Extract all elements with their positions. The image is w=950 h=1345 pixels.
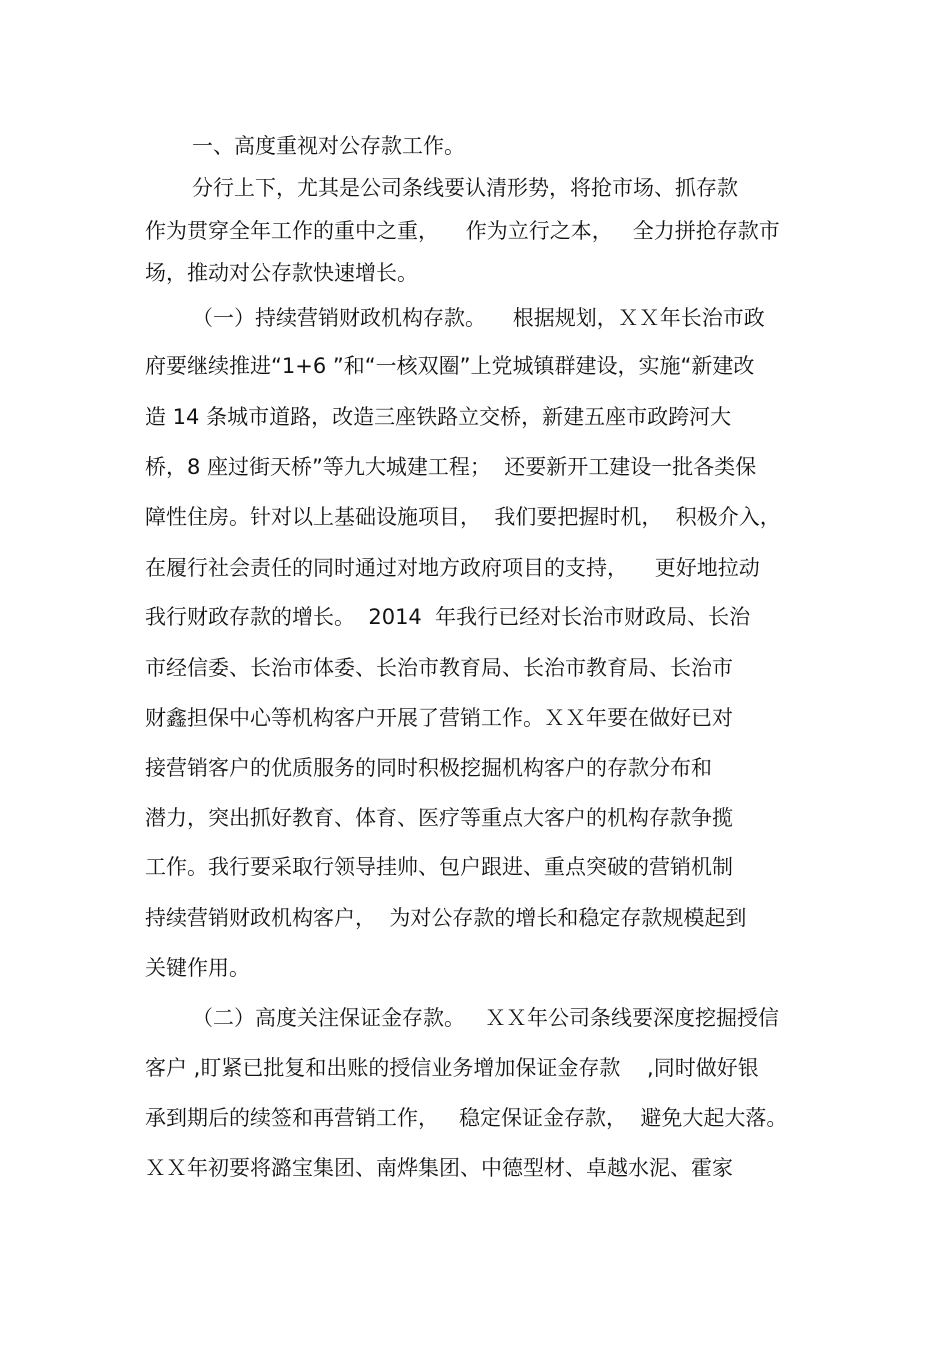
paragraph-line-9: 障性住房。针对以上基础设施项目， 我们要把握时机， 积极介入， [145, 505, 781, 529]
paragraph-line-17: 持续营销财政机构客户， 为对公存款的增长和稳定存款规模起到 [145, 906, 747, 930]
paragraph-line-12: 市经信委、长治市体委、长治市教育局、长治市教育局、长治市 [145, 656, 733, 680]
paragraph-line-20: 客户 ,盯紧已批复和出账的授信业务增加保证金存款 ,同时做好银 [145, 1056, 759, 1080]
paragraph-line-6: 府要继续推进“1+6 ”和“一核双圈”上党城镇群建设，实施“新建改 [145, 354, 755, 378]
paragraph-line-13: 财鑫担保中心等机构客户开展了营销工作。ＸＸ年要在做好已对 [145, 706, 733, 730]
paragraph-line-11: 我行财政存款的增长。 2014 年我行已经对长治市财政局、长治 [145, 605, 751, 629]
paragraph-line-19: （二）高度关注保证金存款。 ＸＸ年公司条线要深度挖掘授信 [192, 1006, 780, 1030]
paragraph-line-5: （一）持续营销财政机构存款。 根据规划，ＸＸ年长治市政 [192, 306, 765, 330]
paragraph-line-8: 桥，8 座过街天桥”等九大城建工程； 还要新开工建设一批各类保 [145, 455, 757, 479]
paragraph-line-15: 潜力，突出抓好教育、体育、医疗等重点大客户的机构存款争揽 [145, 806, 733, 830]
paragraph-line-18: 关键作用。 [145, 956, 250, 980]
paragraph-line-14: 接营销客户的优质服务的同时积极挖掘机构客户的存款分布和 [145, 756, 712, 780]
paragraph-line-2: 分行上下，尤其是公司条线要认清形势，将抢市场、抓存款 [192, 176, 738, 200]
paragraph-line-7: 造 14 条城市道路，改造三座铁路立交桥，新建五座市政跨河大 [145, 405, 732, 429]
paragraph-line-3: 作为贯穿全年工作的重中之重， 作为立行之本， 全力拼抢存款市 [145, 219, 780, 243]
paragraph-line-10: 在履行社会责任的同时通过对地方政府项目的支持， 更好地拉动 [145, 556, 760, 580]
paragraph-line-21: 承到期后的续签和再营销工作， 稳定保证金存款， 避免大起大落。 [145, 1106, 788, 1130]
paragraph-line-16: 工作。我行要采取行领导挂帅、包户跟进、重点突破的营销机制 [145, 855, 733, 879]
heading-line-1: 一、高度重视对公存款工作。 [192, 134, 465, 158]
paragraph-line-4: 场，推动对公存款快速增长。 [145, 261, 418, 285]
paragraph-line-22: ＸＸ年初要将潞宝集团、南烨集团、中德型材、卓越水泥、霍家 [145, 1156, 733, 1180]
